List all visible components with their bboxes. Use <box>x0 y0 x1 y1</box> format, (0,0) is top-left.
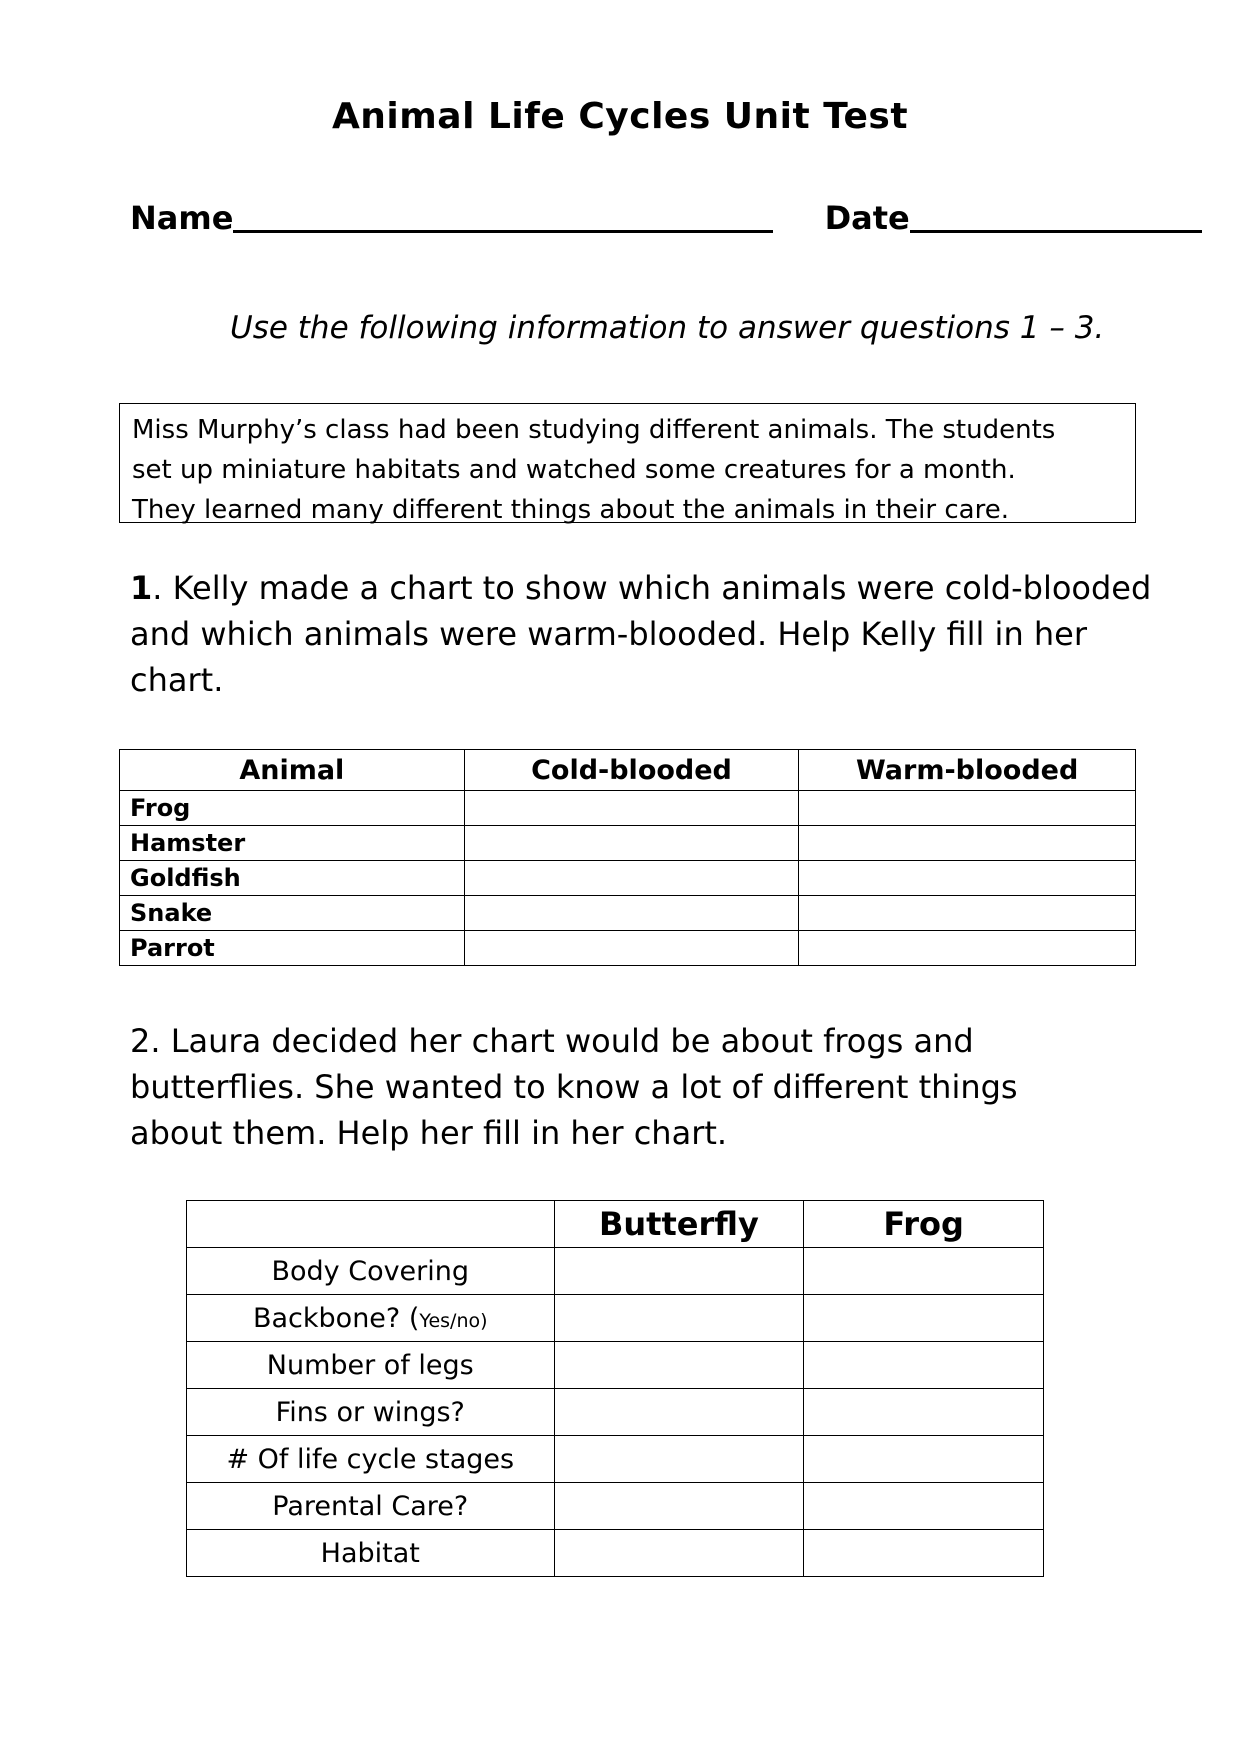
name-date-row <box>130 196 1202 237</box>
cold-blooded-answer-cell[interactable] <box>464 861 799 896</box>
table-row <box>187 1436 1044 1483</box>
cold-blooded-answer-cell[interactable] <box>464 826 799 861</box>
trait-label-cell <box>187 1295 555 1342</box>
question-1-line: and which animals were warm-blooded. Help Kelly fill in her <box>130 615 1088 653</box>
table-row <box>187 1483 1044 1530</box>
name-blank-line[interactable] <box>233 200 773 233</box>
question-2-line: butterflies. She wanted to know a lot of different things <box>130 1068 1018 1106</box>
date-field <box>825 196 1202 237</box>
question-2-line: 2. Laura decided her chart would be about frogs and <box>130 1022 974 1060</box>
butterfly-frog-table <box>186 1200 1044 1577</box>
table-row <box>187 1295 1044 1342</box>
cold-blooded-answer-cell[interactable] <box>464 931 799 966</box>
butterfly-answer-cell[interactable] <box>554 1248 804 1295</box>
name-field <box>130 196 773 237</box>
table-row <box>120 791 1136 826</box>
warm-blooded-answer-cell[interactable] <box>799 896 1136 931</box>
table-row <box>120 931 1136 966</box>
page-title: Animal Life Cycles Unit Test <box>331 96 909 137</box>
frog-answer-cell[interactable] <box>804 1436 1044 1483</box>
question-1-line: chart. <box>130 661 224 699</box>
trait-label-cell: # Of life cycle stages <box>187 1436 555 1483</box>
yes-no-note: Yes/no) <box>419 1309 488 1332</box>
date-blank-line[interactable] <box>910 200 1202 233</box>
question-1-number: 1 <box>130 569 153 607</box>
table-row <box>187 1342 1044 1389</box>
question-2 <box>130 1018 1130 1156</box>
column-header-warm-blooded: Warm-blooded <box>799 750 1136 791</box>
table-row <box>187 1389 1044 1436</box>
frog-answer-cell[interactable] <box>804 1342 1044 1389</box>
column-header-cold-blooded: Cold-blooded <box>464 750 799 791</box>
butterfly-answer-cell[interactable] <box>554 1483 804 1530</box>
column-header-frog: Frog <box>804 1201 1044 1248</box>
info-line: They learned many different things about the animals in their care. <box>132 495 1009 525</box>
table-header-row <box>187 1201 1044 1248</box>
instruction-text: Use the following information to answer questions 1 – 3. <box>230 310 1105 346</box>
table-row <box>120 826 1136 861</box>
warm-blooded-answer-cell[interactable] <box>799 931 1136 966</box>
frog-answer-cell[interactable] <box>804 1389 1044 1436</box>
trait-label-cell: Parental Care? <box>187 1483 555 1530</box>
frog-answer-cell[interactable] <box>804 1483 1044 1530</box>
trait-label-cell: Fins or wings? <box>187 1389 555 1436</box>
warm-blooded-answer-cell[interactable] <box>799 791 1136 826</box>
animal-name-cell: Parrot <box>120 931 465 966</box>
name-label: Name <box>130 199 234 237</box>
column-header-animal: Animal <box>120 750 465 791</box>
question-2-line: about them. Help her fill in her chart. <box>130 1114 728 1152</box>
column-header-butterfly: Butterfly <box>554 1201 804 1248</box>
blood-type-table <box>119 749 1136 966</box>
butterfly-answer-cell[interactable] <box>554 1295 804 1342</box>
warm-blooded-answer-cell[interactable] <box>799 826 1136 861</box>
table-row <box>120 861 1136 896</box>
animal-name-cell: Hamster <box>120 826 465 861</box>
column-header-blank <box>187 1201 555 1248</box>
info-line: Miss Murphy’s class had been studying different animals. The students <box>132 415 1056 445</box>
table-row <box>187 1248 1044 1295</box>
trait-label-cell: Number of legs <box>187 1342 555 1389</box>
butterfly-answer-cell[interactable] <box>554 1436 804 1483</box>
animal-name-cell: Frog <box>120 791 465 826</box>
table-row <box>187 1530 1044 1577</box>
butterfly-answer-cell[interactable] <box>554 1530 804 1577</box>
info-box <box>119 403 1136 523</box>
butterfly-answer-cell[interactable] <box>554 1389 804 1436</box>
cold-blooded-answer-cell[interactable] <box>464 896 799 931</box>
table-row <box>120 896 1136 931</box>
trait-label-cell: Habitat <box>187 1530 555 1577</box>
animal-name-cell: Snake <box>120 896 465 931</box>
question-1 <box>130 565 1152 703</box>
frog-answer-cell[interactable] <box>804 1248 1044 1295</box>
animal-name-cell: Goldfish <box>120 861 465 896</box>
table-header-row <box>120 750 1136 791</box>
info-line: set up miniature habitats and watched some creatures for a month. <box>132 455 1016 485</box>
trait-label-cell: Body Covering <box>187 1248 555 1295</box>
date-label: Date <box>824 199 910 237</box>
frog-answer-cell[interactable] <box>804 1295 1044 1342</box>
question-1-line: . Kelly made a chart to show which animals were cold-blooded <box>152 569 1152 607</box>
cold-blooded-answer-cell[interactable] <box>464 791 799 826</box>
warm-blooded-answer-cell[interactable] <box>799 861 1136 896</box>
trait-label-text: Backbone? ( <box>252 1302 420 1334</box>
butterfly-answer-cell[interactable] <box>554 1342 804 1389</box>
frog-answer-cell[interactable] <box>804 1530 1044 1577</box>
